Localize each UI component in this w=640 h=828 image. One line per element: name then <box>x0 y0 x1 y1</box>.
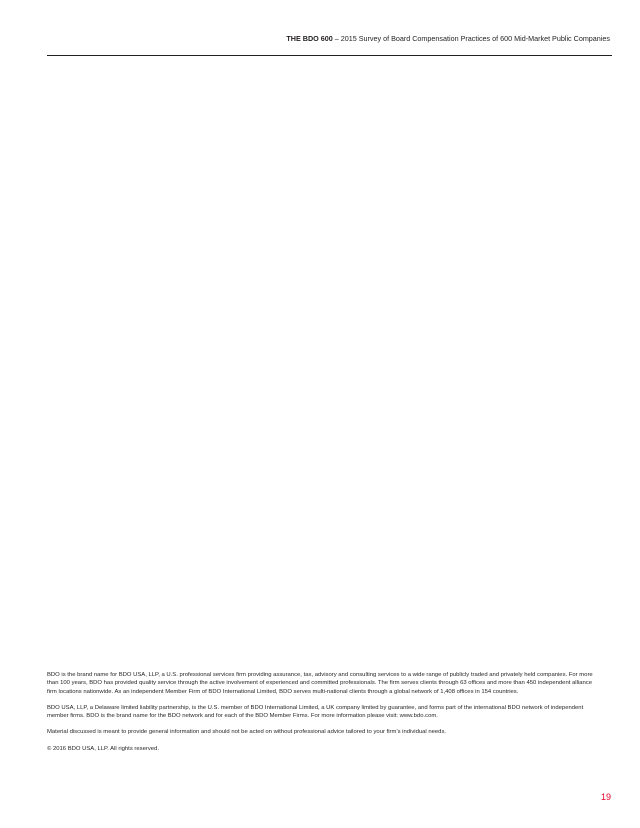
header-brand: THE BDO 600 <box>286 34 333 43</box>
header-subtitle: – 2015 Survey of Board Compensation Practices of 600 Mid-Market Public Companies <box>332 34 610 43</box>
footer-paragraph-about: BDO is the brand name for BDO USA, LLP, a U.S. professional services firm providing assurance, tax, advisory and consulting services to a wide range of publicly traded and privately held companies. For more than 100 years, BDO has provided quality service through the active involvement of experienced and committed professionals. The firm serves clients through 63 offices and more than 450 independent alliance firm locations nationwide. As an independent Member Firm of BDO International Limited, BDO serves multi-national clients through a global network of 1,408 offices in 154 countries. <box>47 672 593 695</box>
footer-copyright: © 2016 BDO USA, LLP. All rights reserved. <box>47 745 159 752</box>
footer-paragraph-legal: BDO USA, LLP, a Delaware limited liability partnership, is the U.S. member of BDO International Limited, a UK company limited by guarantee, and forms part of the international BDO network of independent member firms. BDO is the brand name for the BDO network and for each of the BDO Member Firms. For more information please visit: www.bdo.com. <box>47 704 584 720</box>
running-header <box>286 34 610 43</box>
header-divider <box>47 55 612 56</box>
page-number: 19 <box>600 792 611 802</box>
footer-disclaimer <box>47 671 603 761</box>
footer-paragraph-disclaimer: Material discussed is meant to provide general information and should not be acted on without professional advice tailored to your firm’s individual needs. <box>47 729 447 736</box>
